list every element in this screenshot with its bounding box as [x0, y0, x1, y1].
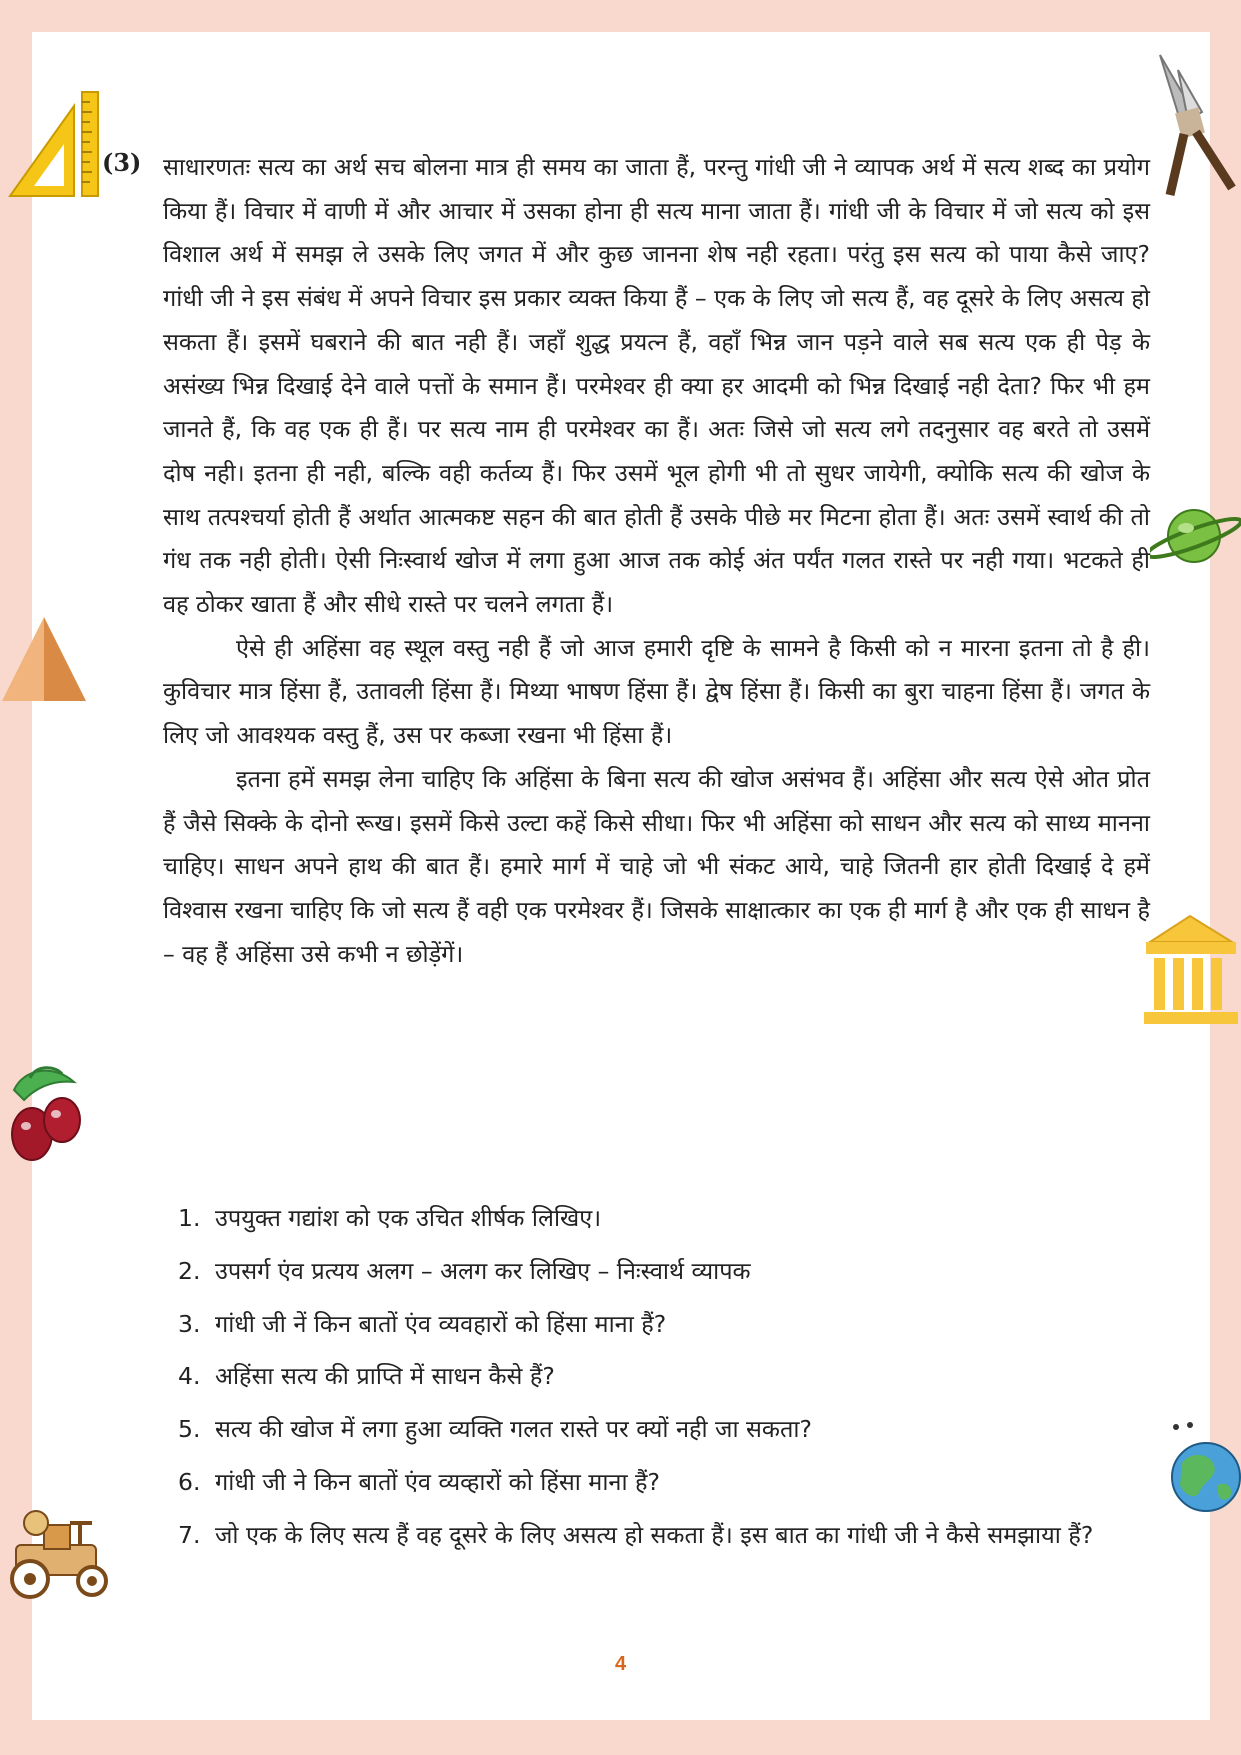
question-text: सत्य की खोज में लगा हुआ व्यक्ति गलत रास्ते पर क्यों नही जा सकता?	[215, 1415, 812, 1444]
question-text: उपयुक्त गद्यांश को एक उचित शीर्षक लिखिए।	[215, 1204, 602, 1232]
page-number: 4	[614, 1653, 627, 1675]
passage	[163, 146, 1150, 976]
question-number: 7.	[178, 1520, 201, 1549]
question-text: उपसर्ग एंव प्रत्यय अलग – अलग कर लिखिए – निःस्वार्थ व्यापक	[215, 1256, 751, 1285]
set-square-ruler-icon	[2, 88, 102, 203]
question-number: 1.	[178, 1204, 201, 1232]
greek-temple-icon	[1140, 912, 1241, 1027]
paragraph: ऐसे ही अहिंसा वह स्थूल वस्तु नही हैं जो आज हमारी दृष्टि के सामने है किसी को न मारना इतना तो है ही। कुविचार मात्र हिंसा हैं, उतावली हिंसा हैं। मिथ्या भाषण हिंसा हैं। द्वेष हिंसा हैं। किसी का बुरा चाहना हिंसा हैं। जगत के लिए जो आवश्यक वस्तु हैं, उस पर कब्जा रखना भी हिंसा हैं।	[163, 633, 1150, 750]
question-number: 3.	[178, 1309, 201, 1338]
question-number: 2.	[178, 1256, 201, 1285]
question-item	[178, 1456, 1150, 1509]
question-item	[178, 1245, 1150, 1298]
question-text: अहिंसा सत्य की प्राप्ति में साधन कैसे हैं?	[215, 1362, 555, 1391]
question-item	[178, 1509, 1150, 1562]
question-item	[178, 1403, 1150, 1456]
question-text: गांधी जी नें किन बातों एंव व्यवहारों को हिंसा माना हैं?	[215, 1309, 667, 1338]
question-number: 6.	[178, 1467, 201, 1496]
ringed-planet-icon	[1150, 498, 1241, 573]
question-item	[178, 1298, 1150, 1351]
tractor-icon	[0, 1505, 125, 1605]
question-number: 4.	[178, 1362, 201, 1391]
paragraph: इतना हमें समझ लेना चाहिए कि अहिंसा के बिना सत्य की खोज असंभव हैं। अहिंसा और सत्य ऐसे ओत प्रोत हैं जैसे सिक्के के दोनो रूख। इसमें किसे उल्टा कहें किसे सीधा। फिर भी अहिंसा को साधन और सत्य को साध्य मानना चाहिए। साधन अपने हाथ की बात हैं। हमारे मार्ग में चाहे जो भी संकट आये, चाहे जितनी हार होती दिखाई दे हमें विश्वास रखना चाहिए कि जो सत्य हैं वही एक परमेश्वर हैं। जिसके साक्षात्कार का एक ही मार्ग है और एक ही साधन है – वह हैं अहिंसा उसे कभी न छोड़ेंगें।	[163, 764, 1150, 968]
passage-number: (3)	[102, 148, 142, 177]
globe-icon	[1160, 1415, 1241, 1515]
pyramid-icon	[0, 615, 88, 707]
question-item	[178, 1192, 1150, 1245]
question-list	[178, 1192, 1150, 1562]
question-text: जो एक के लिए सत्य हैं वह दूसरे के लिए असत्य हो सकता हैं। इस बात का गांधी जी ने कैसे समझाया हैं?	[215, 1520, 1094, 1549]
question-number: 5.	[178, 1415, 201, 1444]
question-text: गांधी जी ने किन बातों एंव व्यव्हारों को हिंसा माना हैं?	[215, 1467, 660, 1496]
pruning-shears-icon	[1150, 50, 1240, 200]
question-item	[178, 1350, 1150, 1403]
beans-icon	[4, 1060, 86, 1165]
paragraph: साधारणतः सत्य का अर्थ सच बोलना मात्र ही समय का जाता हैं, परन्तु गांधी जी ने व्यापक अर्थ में सत्य शब्द का प्रयोग किया हैं। विचार में वाणी में और आचार में उसका होना ही सत्य माना जाता हैं। गांधी जी के विचार में जो सत्य को इस विशाल अर्थ में समझ ले उसके लिए जगत में और कुछ जानना शेष नही रहता। परंतु इस सत्य को पाया कैसे जाए? गांधी जी ने इस संबंध में अपने विचार इस प्रकार व्यक्त किया हैं – एक के लिए जो सत्य हैं, वह दूसरे के लिए असत्य हो सकता हैं। इसमें घबराने की बात नही हैं। जहाँ शुद्ध प्रयत्न हैं, वहाँ भिन्न जान पड़ने वाले सब सत्य एक ही पेड़ के असंख्य भिन्न दिखाई देने वाले पत्तों के समान हैं। परमेश्वर ही क्या हर आदमी को भिन्न दिखाई नही देता? फिर भी हम जानते हैं, कि वह एक ही हैं। पर सत्य नाम ही परमेश्वर का हैं। अतः जिसे जो सत्य लगे तदनुसार वह बरते तो उसमें दोष नही। इतना ही नही, बल्कि वही कर्तव्य हैं। फिर उसमें भूल होगी भी तो सुधर जायेगी, क्योकि सत्य की खोज के साथ तत्पश्चर्या होती हैं अर्थात आत्मकष्ट सहन की बात होती हैं उसके पीछे मर मिटना होता हैं। अतः उसमें स्वार्थ की तो गंध तक नही होती। ऐसी निःस्वार्थ खोज में लगा हुआ आज तक कोई अंत पर्यंत गलत रास्ते पर नही गया। भटकते ही वह ठोकर खाता हैं और सीधे रास्ते पर चलने लगता हैं।	[163, 153, 1150, 619]
